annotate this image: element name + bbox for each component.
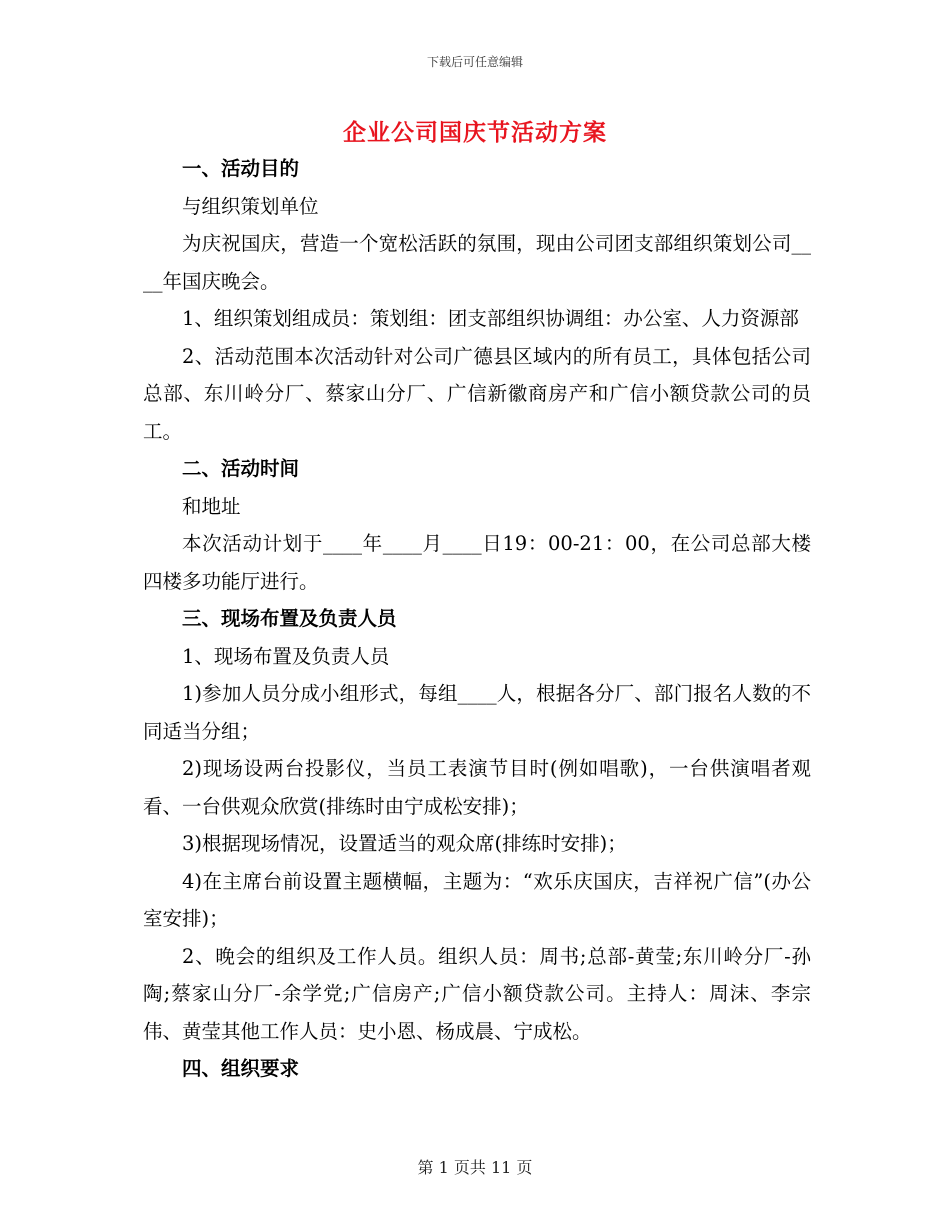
document-title: 企业公司国庆节活动方案	[343, 119, 607, 146]
page-number: 第 1 页共 11 页	[417, 1158, 533, 1177]
section-heading-venue: 三、现场布置及负责人员	[182, 607, 397, 630]
paragraph: 为庆祝国庆，营造一个宽松活跃的氛围，现由公司团支部组织策划公司____年国庆晚会。	[143, 232, 811, 293]
paragraph: 本次活动计划于____年____月____日19：00-21：00，在公司总部大楼四楼多功能厅进行。	[143, 532, 811, 593]
paragraph: 和地址	[182, 494, 241, 518]
section-heading-time: 二、活动时间	[182, 457, 300, 480]
section-heading-purpose: 一、活动目的	[182, 157, 300, 180]
document-body	[143, 150, 811, 1088]
paragraph: 2)现场设两台投影仪，当员工表演节目时(例如唱歌)，一台供演唱者观看、一台供观众欣赏(排练时由宁成松安排)；	[143, 757, 811, 818]
section-heading-requirements: 四、组织要求	[182, 1057, 300, 1080]
paragraph: 2、晚会的组织及工作人员。组织人员：周书;总部-黄莹;东川岭分厂-孙陶;蔡家山分厂-余学党;广信房产;广信小额贷款公司。主持人：周沫、李宗伟、黄莹其他工作人员：史小恩、杨成晨、宁成松。	[143, 944, 811, 1043]
paragraph: 1)参加人员分成小组形式，每组____人，根据各分厂、部门报名人数的不同适当分组；	[143, 682, 811, 743]
page-header-note: 下载后可任意编辑	[426, 55, 523, 69]
paragraph: 1、组织策划组成员：策划组：团支部组织协调组：办公室、人力资源部	[182, 307, 799, 330]
paragraph: 2、活动范围本次活动针对公司广德县区域内的所有员工，具体包括公司总部、东川岭分厂、蔡家山分厂、广信新徽商房产和广信小额贷款公司的员工。	[143, 344, 811, 443]
paragraph: 与组织策划单位	[182, 194, 319, 218]
paragraph: 3)根据现场情况，设置适当的观众席(排练时安排)；	[182, 832, 627, 855]
paragraph: 1、现场布置及负责人员	[182, 644, 390, 668]
paragraph: 4)在主席台前设置主题横幅，主题为：“欢乐庆国庆，吉祥祝广信”(办公室安排)；	[143, 869, 811, 930]
